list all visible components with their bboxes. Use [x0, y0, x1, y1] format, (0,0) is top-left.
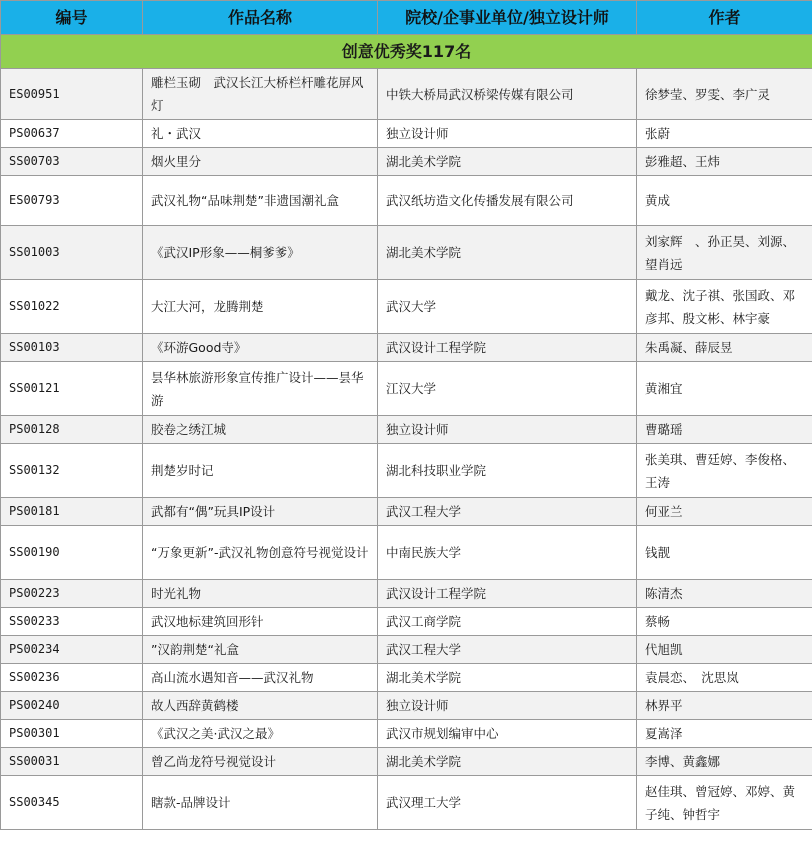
- author-cell: 陈清杰: [637, 580, 812, 608]
- code-cell: SS00190: [1, 526, 143, 580]
- table-row: [1, 148, 812, 176]
- header-org: 院校/企事业单位/独立设计师: [378, 1, 637, 35]
- code-cell: ES00951: [1, 69, 143, 120]
- author-cell: 林界平: [637, 692, 812, 720]
- author-cell: 袁晨恋、 沈思岚: [637, 664, 812, 692]
- work-title-cell: 礼・武汉: [143, 120, 378, 148]
- work-title-cell: 胶卷之绣江城: [143, 416, 378, 444]
- work-title-cell: 大江大河，龙腾荆楚: [143, 280, 378, 334]
- author-cell: 黄成: [637, 176, 812, 226]
- organization-cell: 湖北美术学院: [378, 664, 637, 692]
- organization-cell: 武汉设计工程学院: [378, 334, 637, 362]
- author-cell: 代旭凯: [637, 636, 812, 664]
- work-title-cell: 雕栏玉砌 武汉长江大桥栏杆雕花屏风灯: [143, 69, 378, 120]
- author-cell: 徐梦莹、罗雯、李广灵: [637, 69, 812, 120]
- header-author: 作者: [637, 1, 812, 35]
- work-title-cell: 高山流水遇知音——武汉礼物: [143, 664, 378, 692]
- table-row: [1, 608, 812, 636]
- organization-cell: 湖北科技职业学院: [378, 444, 637, 498]
- work-title-cell: 《武汉之美·武汉之最》: [143, 720, 378, 748]
- code-cell: SS00703: [1, 148, 143, 176]
- organization-cell: 江汉大学: [378, 362, 637, 416]
- code-cell: SS00236: [1, 664, 143, 692]
- code-cell: PS00234: [1, 636, 143, 664]
- table-row: [1, 334, 812, 362]
- code-cell: SS00132: [1, 444, 143, 498]
- organization-cell: 独立设计师: [378, 692, 637, 720]
- table-row: [1, 444, 812, 498]
- author-cell: 夏嵩泽: [637, 720, 812, 748]
- work-title-cell: 故人西辞黄鹤楼: [143, 692, 378, 720]
- code-cell: SS01022: [1, 280, 143, 334]
- organization-cell: 武汉市规划编审中心: [378, 720, 637, 748]
- table-row: [1, 636, 812, 664]
- code-cell: SS00121: [1, 362, 143, 416]
- table-row: [1, 748, 812, 776]
- table-row: [1, 69, 812, 120]
- code-cell: PS00223: [1, 580, 143, 608]
- organization-cell: 独立设计师: [378, 120, 637, 148]
- organization-cell: 武汉工程大学: [378, 498, 637, 526]
- author-cell: 朱禹凝、薛辰昱: [637, 334, 812, 362]
- code-cell: SS00345: [1, 776, 143, 830]
- work-title-cell: 昙华林旅游形象宣传推广设计——昙华游: [143, 362, 378, 416]
- table-row: [1, 580, 812, 608]
- author-cell: 赵佳琪、曾冠婷、邓婷、黄子纯、钟哲宇: [637, 776, 812, 830]
- author-cell: 张美琪、曹廷婷、李俊格、王涛: [637, 444, 812, 498]
- author-cell: 何亚兰: [637, 498, 812, 526]
- work-title-cell: 《武汉IP形象——桐爹爹》: [143, 226, 378, 280]
- work-title-cell: 曾乙尚龙符号视觉设计: [143, 748, 378, 776]
- author-cell: 张蔚: [637, 120, 812, 148]
- section-row: [1, 35, 812, 69]
- code-cell: PS00128: [1, 416, 143, 444]
- organization-cell: 湖北美术学院: [378, 148, 637, 176]
- author-cell: 彭雅超、王炜: [637, 148, 812, 176]
- author-cell: 曹璐瑶: [637, 416, 812, 444]
- organization-cell: 中铁大桥局武汉桥梁传媒有限公司: [378, 69, 637, 120]
- work-title-cell: “万象更新”-武汉礼物创意符号视觉设计: [143, 526, 378, 580]
- table-row: [1, 120, 812, 148]
- author-cell: 钱靓: [637, 526, 812, 580]
- organization-cell: 武汉理工大学: [378, 776, 637, 830]
- work-title-cell: 烟火里分: [143, 148, 378, 176]
- work-title-cell: 时光礼物: [143, 580, 378, 608]
- code-cell: SS01003: [1, 226, 143, 280]
- table-row: [1, 526, 812, 580]
- organization-cell: 独立设计师: [378, 416, 637, 444]
- organization-cell: 武汉大学: [378, 280, 637, 334]
- code-cell: ES00793: [1, 176, 143, 226]
- header-work: 作品名称: [143, 1, 378, 35]
- table-row: [1, 226, 812, 280]
- organization-cell: 武汉工程大学: [378, 636, 637, 664]
- table-row: [1, 280, 812, 334]
- table-row: [1, 498, 812, 526]
- table-row: [1, 176, 812, 226]
- code-cell: SS00031: [1, 748, 143, 776]
- code-cell: PS00181: [1, 498, 143, 526]
- author-cell: 黄湘宜: [637, 362, 812, 416]
- organization-cell: 中南民族大学: [378, 526, 637, 580]
- author-cell: 李博、黄鑫娜: [637, 748, 812, 776]
- author-cell: 戴龙、沈子祺、张国政、邓彦邦、殷文彬、林宇豪: [637, 280, 812, 334]
- table-row: [1, 776, 812, 830]
- code-cell: SS00233: [1, 608, 143, 636]
- table-row: [1, 416, 812, 444]
- organization-cell: 武汉设计工程学院: [378, 580, 637, 608]
- author-cell: 刘家辉 、孙正昊、刘源、望肖远: [637, 226, 812, 280]
- organization-cell: 武汉工商学院: [378, 608, 637, 636]
- work-title-cell: 瞎款-品牌设计: [143, 776, 378, 830]
- table-row: [1, 664, 812, 692]
- organization-cell: 武汉纸坊造文化传播发展有限公司: [378, 176, 637, 226]
- work-title-cell: ”汉韵荆楚“礼盒: [143, 636, 378, 664]
- code-cell: PS00301: [1, 720, 143, 748]
- table-row: [1, 362, 812, 416]
- section-title: 创意优秀奖117名: [1, 35, 812, 69]
- organization-cell: 湖北美术学院: [378, 748, 637, 776]
- work-title-cell: 武汉地标建筑回形针: [143, 608, 378, 636]
- work-title-cell: 武都有“偶”玩具IP设计: [143, 498, 378, 526]
- header-code: 编号: [1, 1, 143, 35]
- code-cell: PS00637: [1, 120, 143, 148]
- work-title-cell: 荆楚岁时记: [143, 444, 378, 498]
- header-row: [1, 1, 812, 35]
- table-row: [1, 692, 812, 720]
- work-title-cell: 武汉礼物“品味荆楚”非遗国潮礼盒: [143, 176, 378, 226]
- table-row: [1, 720, 812, 748]
- code-cell: PS00240: [1, 692, 143, 720]
- work-title-cell: 《环游Good寺》: [143, 334, 378, 362]
- author-cell: 蔡畅: [637, 608, 812, 636]
- code-cell: SS00103: [1, 334, 143, 362]
- organization-cell: 湖北美术学院: [378, 226, 637, 280]
